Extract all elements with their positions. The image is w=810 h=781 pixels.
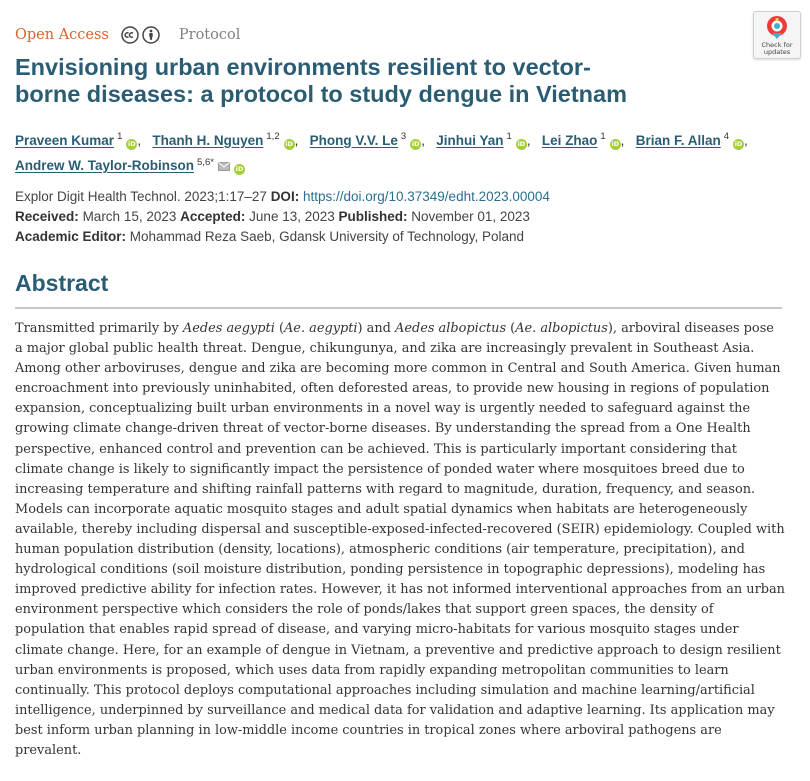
published-date: November 01, 2023 bbox=[411, 209, 530, 224]
email-icon[interactable] bbox=[218, 162, 230, 171]
author-name[interactable]: Lei Zhao bbox=[541, 132, 598, 148]
editor-name: Mohammad Reza Saeb, Gdansk University of Technology, Poland bbox=[129, 229, 525, 244]
received-date: March 15, 2023 bbox=[82, 209, 177, 224]
article-title: Envisioning urban environments resilient to vector-borne diseases: a protocol to study dengue in Vietnam bbox=[15, 54, 627, 107]
affiliation-marker[interactable]: 1 bbox=[506, 131, 512, 142]
abstract-text: Transmitted primarily by Aedes aegypti (Ae. aegypti) and Aedes albopictus (Ae. albopictus), arboviral diseases pose a major global public health threat. Dengue, chikungunya, and zika are increasingly prevalent in Southeast Asia. Among other arboviruses, dengue and zika are becoming more common in Central and South America. Given human encroachment into previously uninhabited, often deforested areas, to provide new housing in regions of population expansion, conceptualizing built urban environments in a novel way is urgently needed to safeguard against the growing climate change-driven threat of vector-borne diseases. By understanding the spread from a One Health perspective, enhanced control and prevention can be achieved. This is particularly important considering that climate change is likely to significantly impact the persistence of ponded water where mosquitoes breed due to increasing temperature and shifting rainfall patterns with regard to magnitude, duration, frequency, and season. Models can incorporate aquatic mosquito stages and adult spatial dynamics when habitats are heterogeneously available, thereby including dispersal and susceptible-exposed-infected-recovered (SEIR) epidemiology. Coupled with human population distribution (density, locations), atmospheric conditions (air temperature, precipitation), and hydrological conditions (soil moisture distribution, ponding persistence in topographic depressions), modeling has improved predictive ability for infection rates. However, it has not informed interventional approaches from an urban environment perspective which considers the role of ponds/lakes that support green spaces, the density of population that enables rapid spread of disease, and varying micro-habitats for various mosquito stages under climate change. Here, for an example of dengue in Vietnam, a preventive and predictive approach to design resilient urban environments is proposed, which uses data from rapidly expanding metropolitan communities to learn continually. This protocol deploys computational approaches including simulation and machine learning/artificial intelligence, underpinned by surveillance and medical data for validation and adaptive learning. Its application may best inform urban planning in low-middle income countries in tropical zones where arboviral pathogens are prevalent. bbox=[15, 321, 785, 758]
license-icons[interactable] bbox=[121, 26, 163, 44]
affiliation-marker[interactable]: 1,2 bbox=[266, 131, 280, 142]
author bbox=[15, 158, 245, 173]
orcid-icon[interactable]: iD bbox=[611, 139, 619, 148]
author-name[interactable]: Phong V.V. Le bbox=[309, 132, 398, 148]
author-name[interactable]: Brian F. Allan bbox=[635, 132, 721, 148]
accepted-label: Accepted: bbox=[180, 209, 246, 224]
orcid-icon[interactable]: iD bbox=[235, 165, 244, 173]
dates-line bbox=[15, 207, 795, 227]
doi-label: DOI: bbox=[270, 189, 300, 204]
author: Thanh H. Nguyen $^{1,2}$iD , bbox=[152, 131, 306, 148]
cc-icon[interactable] bbox=[121, 26, 139, 44]
crossmark-icon bbox=[765, 15, 789, 41]
orcid-icon[interactable]: iD bbox=[734, 139, 743, 148]
species-name: Aedes aegypti bbox=[182, 321, 275, 336]
species-name: Ae. albopictus bbox=[515, 321, 608, 336]
species-name: Aedes albopictus bbox=[395, 321, 507, 336]
orcid-icon[interactable]: iD bbox=[411, 139, 420, 148]
section-divider bbox=[15, 307, 782, 309]
affiliation-marker[interactable]: 4 bbox=[723, 131, 730, 142]
affiliation-marker[interactable]: 3 bbox=[400, 131, 407, 142]
check-for-updates-label: Check for updates bbox=[761, 41, 793, 56]
editor-line bbox=[15, 227, 795, 247]
accepted-date: June 13, 2023 bbox=[249, 209, 335, 224]
journal-citation: Explor Digit Health Technol. 2023;1:17–27 bbox=[15, 189, 267, 204]
author: Phong V.V. Le $^3$iD , bbox=[309, 131, 433, 148]
author: Jinhui Yan $^1$iD , bbox=[436, 131, 539, 148]
published-label: Published: bbox=[338, 209, 408, 224]
affiliation-marker[interactable]: 1 bbox=[600, 131, 606, 142]
doi-link[interactable]: https://doi.org/10.37349/edht.2023.00004 bbox=[302, 189, 550, 204]
author-name[interactable]: Jinhui Yan bbox=[436, 132, 504, 148]
editor-label: Academic Editor: bbox=[15, 229, 127, 244]
orcid-icon[interactable]: iD bbox=[285, 139, 293, 148]
author-name[interactable]: Andrew W. Taylor-Robinson bbox=[15, 158, 195, 173]
author: Lei Zhao $^1$iD , bbox=[541, 131, 632, 148]
abstract-heading: Abstract bbox=[15, 270, 109, 296]
open-access-label[interactable]: Open Access bbox=[15, 27, 109, 43]
orcid-icon[interactable]: iD bbox=[128, 139, 136, 148]
received-label: Received: bbox=[15, 209, 79, 224]
citation-line bbox=[15, 187, 795, 207]
species-name: Ae. aegypti bbox=[284, 321, 358, 336]
article-metadata bbox=[15, 187, 795, 247]
author-name[interactable]: Praveen Kumar bbox=[15, 132, 115, 148]
author-list bbox=[15, 126, 800, 177]
by-icon[interactable] bbox=[142, 26, 160, 44]
affiliation-marker[interactable]: 1 bbox=[117, 131, 123, 142]
author: Brian F. Allan $^4$iD , bbox=[635, 131, 748, 148]
affiliation-marker[interactable]: 5,6* bbox=[197, 156, 214, 168]
article-type-label: Protocol bbox=[178, 27, 241, 43]
author-name[interactable]: Thanh H. Nguyen bbox=[152, 132, 264, 148]
orcid-icon[interactable]: iD bbox=[517, 139, 526, 148]
check-for-updates-button[interactable] bbox=[753, 11, 801, 59]
author: Praveen Kumar $^1$iD , bbox=[15, 131, 149, 148]
article-badges bbox=[15, 24, 240, 46]
